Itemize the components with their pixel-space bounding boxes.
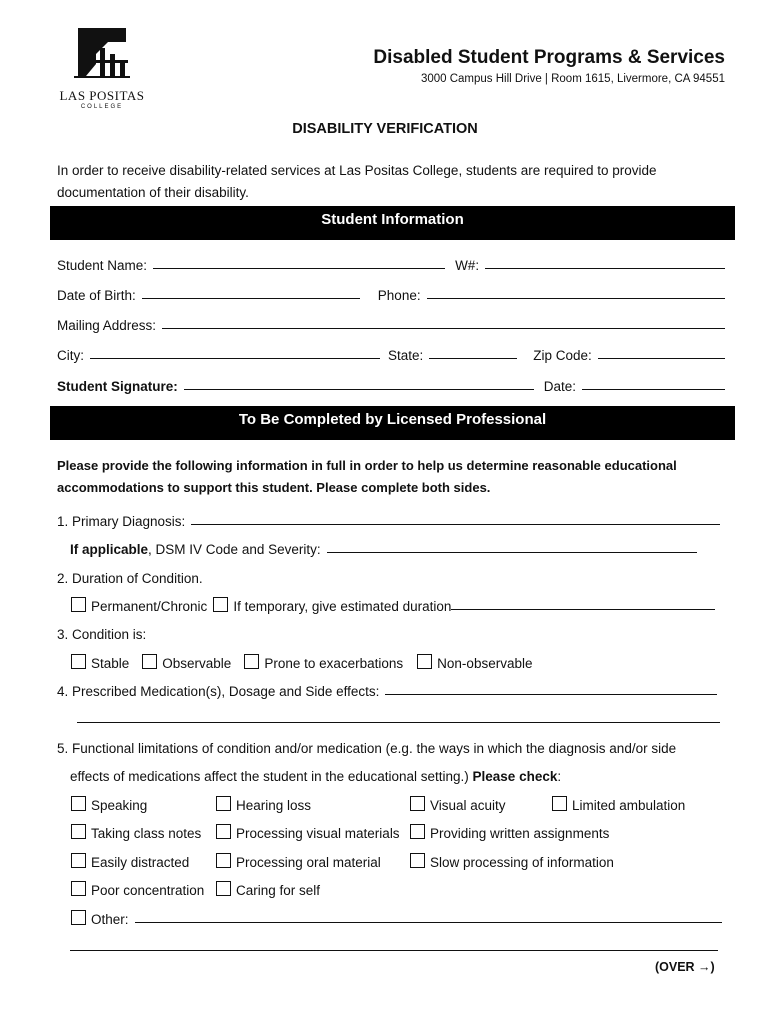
visual-acuity-option[interactable] — [410, 796, 552, 813]
dob-field[interactable] — [142, 298, 360, 299]
q5-label-cont — [70, 769, 567, 784]
row-q3 — [57, 620, 725, 642]
oral-material-option[interactable] — [216, 853, 410, 870]
speaking-checkbox[interactable] — [71, 796, 86, 811]
written-assignments-checkbox[interactable] — [410, 824, 425, 839]
visual-materials-label: Processing visual materials — [236, 826, 400, 841]
q2-label: 2. Duration of Condition. — [57, 571, 203, 586]
medication-field-line2[interactable] — [77, 722, 720, 723]
hearing-loss-label: Hearing loss — [236, 798, 312, 813]
slow-processing-label: Slow processing of information — [430, 855, 614, 870]
row-mailing — [57, 311, 725, 333]
q5-label: 5. Functional limitations of condition and/or medication (e.g. the ways in which the diagnosis and/or side — [57, 741, 677, 756]
easily-distracted-option[interactable] — [71, 853, 216, 870]
q5-row-2 — [71, 819, 725, 841]
if-applicable-text: If applicable — [70, 542, 149, 557]
non-observable-option[interactable] — [417, 654, 532, 671]
professional-instructions: Please provide the following information in full in order to help us determine reasonable educational accommodations to support this student. Please complete both sides. — [57, 458, 677, 495]
dob-label: Date of Birth: — [57, 288, 136, 303]
poor-concentration-option[interactable] — [71, 881, 216, 898]
written-assignments-label: Providing written assignments — [430, 826, 610, 841]
visual-materials-option[interactable] — [216, 824, 410, 841]
over-indicator: (OVER →) — [655, 960, 715, 974]
student-name-label: Student Name: — [57, 258, 148, 273]
q5-colon: : — [557, 769, 562, 784]
w-number-field[interactable] — [485, 268, 725, 269]
row-city — [57, 341, 725, 363]
zip-field[interactable] — [598, 358, 725, 359]
visual-acuity-label: Visual acuity — [430, 798, 506, 813]
duration-field[interactable] — [451, 609, 715, 610]
non-observable-label: Non-observable — [437, 656, 533, 671]
zip-label: Zip Code: — [533, 348, 592, 363]
easily-distracted-checkbox[interactable] — [71, 853, 86, 868]
logo-name: LAS POSITAS — [59, 88, 145, 103]
mailing-label: Mailing Address: — [57, 318, 157, 333]
poor-concentration-checkbox[interactable] — [71, 881, 86, 896]
permanent-option[interactable] — [71, 597, 207, 614]
city-label: City: — [57, 348, 84, 363]
student-info-header: Student Information — [50, 206, 735, 240]
please-check-text: Please check — [472, 769, 558, 784]
row-q1 — [57, 507, 725, 529]
hearing-loss-option[interactable] — [216, 796, 410, 813]
student-name-field[interactable] — [153, 268, 445, 269]
intro-text: In order to receive disability-related services at Las Positas College, students are required to provide documentation of their disability. — [57, 163, 657, 200]
prone-checkbox[interactable] — [244, 654, 259, 669]
q5-label-text: effects of medications affect the student in the educational setting.) — [70, 769, 469, 784]
row-signature — [57, 372, 725, 394]
other-option[interactable] — [71, 910, 135, 927]
limited-ambulation-option[interactable] — [552, 796, 685, 813]
q5-row-1 — [71, 791, 725, 813]
dsm-field[interactable] — [327, 552, 697, 553]
dsm-label — [70, 542, 327, 557]
org-address: 3000 Campus Hill Drive | Room 1615, Livermore, CA 94551 — [420, 73, 725, 85]
stable-label: Stable — [91, 656, 130, 671]
visual-acuity-checkbox[interactable] — [410, 796, 425, 811]
caring-for-self-label: Caring for self — [236, 883, 321, 898]
other-field-line2[interactable] — [70, 950, 718, 951]
hearing-loss-checkbox[interactable] — [216, 796, 231, 811]
row-q2 — [57, 564, 725, 586]
q5-row-3 — [71, 848, 725, 870]
observable-label: Observable — [162, 656, 232, 671]
class-notes-checkbox[interactable] — [71, 824, 86, 839]
speaking-label: Speaking — [91, 798, 148, 813]
org-title: Disabled Student Programs & Services — [373, 47, 725, 68]
professional-header: To Be Completed by Licensed Professional — [50, 406, 735, 440]
q5-row-other — [71, 905, 722, 927]
date-label: Date: — [543, 379, 577, 394]
class-notes-option[interactable] — [71, 824, 216, 841]
permanent-label: Permanent/Chronic — [91, 599, 208, 614]
permanent-checkbox[interactable] — [71, 597, 86, 612]
row-q5-line1 — [57, 734, 725, 756]
observable-option[interactable] — [142, 654, 231, 671]
phone-label: Phone: — [377, 288, 421, 303]
q5-row-4 — [71, 876, 725, 898]
mailing-field[interactable] — [162, 328, 725, 329]
oral-material-label: Processing oral material — [236, 855, 381, 870]
other-label: Other: — [91, 912, 129, 927]
easily-distracted-label: Easily distracted — [91, 855, 190, 870]
q1-label: 1. Primary Diagnosis: — [57, 514, 186, 529]
medication-field[interactable] — [385, 694, 717, 695]
college-logo — [56, 24, 148, 116]
temporary-checkbox[interactable] — [213, 597, 228, 612]
date-field[interactable] — [582, 389, 725, 390]
prone-label: Prone to exacerbations — [264, 656, 404, 671]
row-q5-line2 — [70, 762, 725, 784]
row-student-name — [57, 251, 725, 273]
row-q3-options — [71, 649, 725, 671]
caring-for-self-option[interactable] — [216, 881, 320, 898]
logo-sub: COLLEGE — [80, 104, 124, 110]
city-field[interactable] — [90, 358, 380, 359]
speaking-option[interactable] — [71, 796, 216, 813]
poor-concentration-label: Poor concentration — [91, 883, 205, 898]
w-number-label: W#: — [455, 258, 480, 273]
class-notes-label: Taking class notes — [91, 826, 202, 841]
row-q2-options — [71, 592, 725, 614]
temporary-option[interactable] — [213, 597, 451, 614]
limited-ambulation-checkbox[interactable] — [552, 796, 567, 811]
temporary-label: If temporary, give estimated duration — [233, 599, 452, 614]
phone-field[interactable] — [427, 298, 725, 299]
non-observable-checkbox[interactable] — [417, 654, 432, 669]
q3-label: 3. Condition is: — [57, 627, 147, 642]
row-q4 — [57, 677, 725, 699]
visual-materials-checkbox[interactable] — [216, 824, 231, 839]
row-dob — [57, 281, 725, 303]
slow-processing-checkbox[interactable] — [410, 853, 425, 868]
dsm-label-rest: , DSM IV Code and Severity: — [148, 542, 321, 557]
state-label: State: — [388, 348, 424, 363]
q4-label: 4. Prescribed Medication(s), Dosage and Side effects: — [57, 684, 380, 699]
signature-label: Student Signature: — [57, 379, 178, 394]
signature-field[interactable] — [184, 389, 534, 390]
primary-diagnosis-field[interactable] — [191, 524, 720, 525]
prone-option[interactable] — [244, 654, 403, 671]
stable-checkbox[interactable] — [71, 654, 86, 669]
state-field[interactable] — [429, 358, 517, 359]
oral-material-checkbox[interactable] — [216, 853, 231, 868]
stable-option[interactable] — [71, 654, 129, 671]
limited-ambulation-label: Limited ambulation — [572, 798, 686, 813]
slow-processing-option[interactable] — [410, 853, 614, 870]
other-checkbox[interactable] — [71, 910, 86, 925]
written-assignments-option[interactable] — [410, 824, 609, 841]
caring-for-self-checkbox[interactable] — [216, 881, 231, 896]
document-title: DISABILITY VERIFICATION — [292, 121, 478, 137]
observable-checkbox[interactable] — [142, 654, 157, 669]
row-q1-dsm — [70, 535, 725, 557]
other-field[interactable] — [135, 922, 722, 923]
